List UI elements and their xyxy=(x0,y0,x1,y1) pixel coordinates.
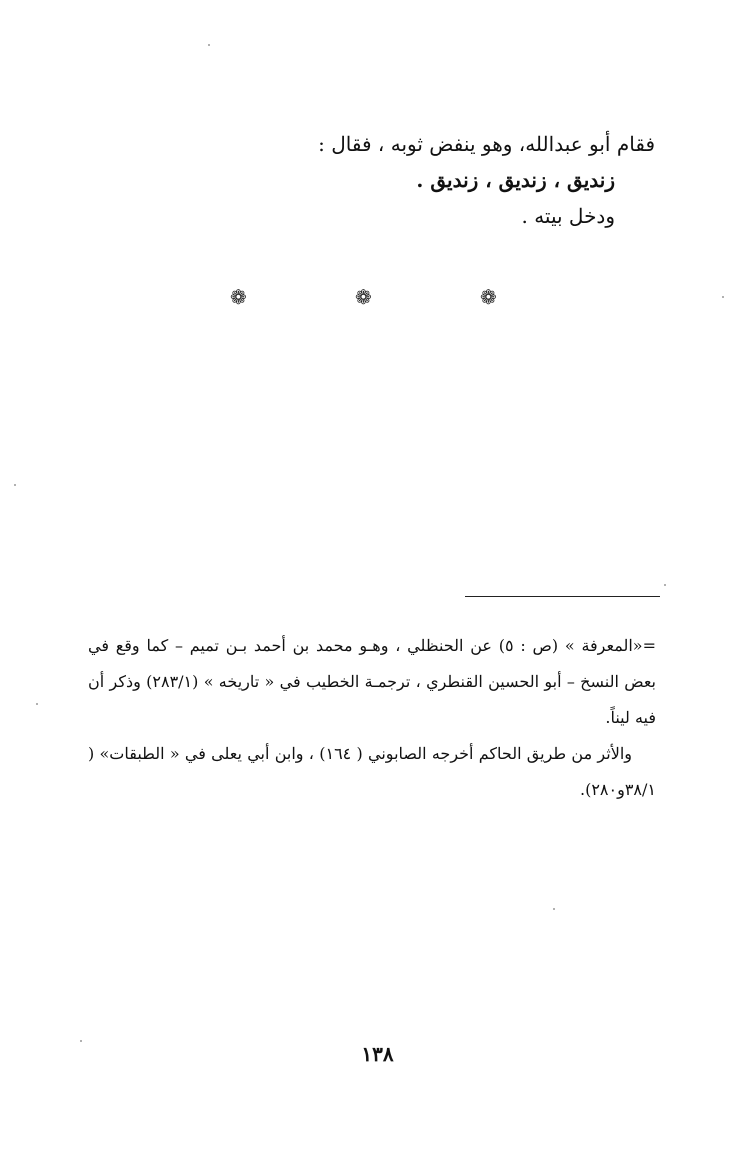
page-number: ١٣٨ xyxy=(361,1042,394,1066)
body-line-3: ودخل بيته . xyxy=(521,204,615,228)
flower-ornament-icon: ❁ xyxy=(230,285,247,309)
scan-speck xyxy=(664,584,666,586)
section-separator xyxy=(230,282,520,312)
body-line-2: زنديق ، زنديق ، زنديق . xyxy=(416,168,615,192)
footnote-paragraph-1: =«المعرفة » (ص : ٥) عن الحنظلي ، وهـو محمد بن أحمد بـن تميم – كما وقع في بعض النسخ – أبو الحسين القنطري ، ترجمـة الخطيب في « تاريخه » (٢٨٣/١) وذكر أن فيه ليناً. xyxy=(88,636,656,727)
scan-speck xyxy=(80,1040,82,1042)
scan-speck xyxy=(553,908,555,910)
footnote-paragraph-2: والأثر من طريق الحاكم أخرجه الصابوني ( ١٦٤) ، وابن أبي يعلى في « الطبقات» ( ٣٨/١و٢٨٠). xyxy=(88,744,656,799)
scan-speck xyxy=(36,703,38,705)
footnotes xyxy=(88,628,656,808)
flower-ornament-icon: ❁ xyxy=(480,285,497,309)
flower-ornament-icon: ❁ xyxy=(355,285,372,309)
scan-speck xyxy=(722,296,724,298)
body-line-1: فقام أبو عبدالله، وهو ينفض ثوبه ، فقال : xyxy=(318,132,655,156)
footnote-divider xyxy=(465,596,660,597)
scan-speck xyxy=(14,484,16,486)
main-text xyxy=(135,126,655,234)
scan-speck xyxy=(208,44,210,46)
